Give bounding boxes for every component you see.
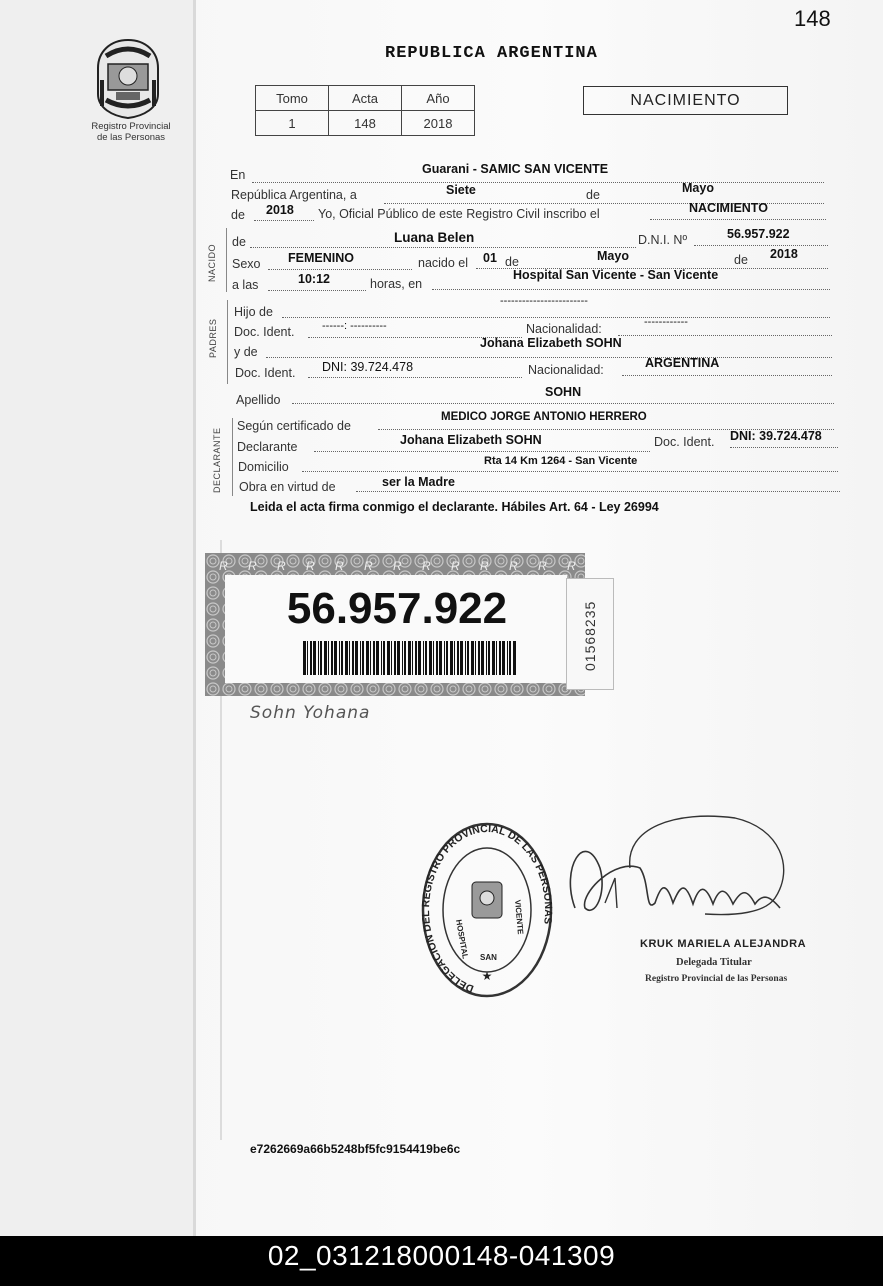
- line-apellido: [292, 403, 834, 404]
- section-label-nacido: NACIDO: [207, 243, 217, 282]
- line-nac1: [618, 335, 832, 336]
- label-dni: D.N.I. Nº: [638, 233, 688, 247]
- label-nac-de: de: [505, 255, 519, 269]
- barcode-bar: [475, 641, 476, 675]
- barcode-bar: [387, 641, 390, 675]
- barcode-bar: [444, 641, 445, 675]
- label-obra: Obra en virtud de: [239, 480, 336, 494]
- barcode-bar: [492, 641, 495, 675]
- line-declarante: [314, 451, 650, 452]
- value-anio: 2018: [266, 203, 294, 217]
- barcode-bar: [418, 641, 421, 675]
- label-sexo: Sexo: [232, 257, 261, 271]
- sticker-pattern-letter: R: [219, 559, 228, 573]
- barcode-bar: [436, 641, 438, 675]
- line-sexo: [268, 269, 412, 270]
- barcode-bar: [402, 641, 403, 675]
- line-en: [252, 182, 824, 183]
- barcode-bar: [481, 641, 484, 675]
- label-nombre: de: [232, 235, 246, 249]
- svg-text:★: ★: [481, 969, 493, 983]
- barcode-bar: [471, 641, 474, 675]
- signature: [555, 808, 795, 938]
- barcode-bar: [446, 641, 448, 675]
- barcode-bar: [423, 641, 424, 675]
- seal-inner-left: HOSPITAL: [454, 918, 470, 960]
- value-lugar: Hospital San Vicente - San Vicente: [513, 268, 719, 282]
- divider-padres: [227, 300, 228, 384]
- document-hash: e7262669a66b5248bf5fc9154419be6c: [250, 1142, 461, 1156]
- barcode-bar: [486, 641, 487, 675]
- line-domicilio: [302, 471, 838, 472]
- barcode-bar: [331, 641, 333, 675]
- line-lugar: [432, 289, 830, 290]
- barcode-bar: [339, 641, 340, 675]
- section-label-padres: PADRES: [208, 318, 218, 358]
- barcode-bar: [345, 641, 348, 675]
- divider-declarante: [232, 418, 233, 496]
- label-declarante: Declarante: [237, 440, 298, 454]
- value-madre: Johana Elizabeth SOHN: [480, 336, 622, 350]
- record-type-box: NACIMIENTO: [583, 86, 788, 115]
- sticker-pattern-letter: R: [480, 559, 489, 573]
- footer-code: 02_031218000148-041309: [267, 1240, 616, 1271]
- label-domicilio: Domicilio: [238, 460, 289, 474]
- sticker-pattern-letter: R: [538, 559, 547, 573]
- page-fold: [193, 0, 196, 1236]
- barcode-bar: [373, 641, 375, 675]
- barcode-bar: [313, 641, 316, 675]
- barcode-bar: [341, 641, 343, 675]
- barcode-bar: [370, 641, 371, 675]
- logo-caption-line2: de las Personas: [96, 132, 166, 143]
- logo-caption: [72, 121, 190, 143]
- label-yde: y de: [234, 345, 258, 359]
- barcode-bar: [360, 641, 361, 675]
- line-nombre: [250, 247, 636, 248]
- line-inscribo: [650, 219, 826, 220]
- sticker-pattern-letter: R: [393, 559, 402, 573]
- value-acta: 148: [329, 111, 402, 136]
- signatory-name: KRUK MARIELA ALEJANDRA: [640, 938, 807, 950]
- value-doc2: DNI: 39.724.478: [322, 360, 414, 374]
- value-hijo: ------------------------: [500, 295, 588, 307]
- value-en: Guarani - SAMIC SAN VICENTE: [422, 162, 609, 176]
- label-nacido-el: nacido el: [418, 256, 469, 270]
- barcode-bar: [362, 641, 364, 675]
- line-decl-doc: [730, 447, 838, 448]
- barcode-bar: [488, 641, 490, 675]
- barcode-bar: [439, 641, 442, 675]
- label-decl-doc: Doc. Ident.: [654, 435, 715, 449]
- line-anio: [254, 220, 314, 221]
- sticker-pattern-letter: R: [364, 559, 373, 573]
- header-anio: Año: [402, 86, 475, 111]
- barcode-bar: [349, 641, 350, 675]
- barcode-bar: [465, 641, 466, 675]
- seal-inner-bottom: SAN: [480, 953, 497, 962]
- label-oficial: Yo, Oficial Público de este Registro Civil inscribo el: [318, 207, 600, 221]
- sticker-pattern-letter: R: [567, 559, 576, 573]
- barcode-bar: [318, 641, 319, 675]
- barcode-bar: [415, 641, 417, 675]
- barcode-bar: [324, 641, 327, 675]
- value-tomo: 1: [256, 111, 329, 136]
- value-nac-anio: 2018: [770, 247, 798, 261]
- barcode-bar: [397, 641, 400, 675]
- signatory-role: Delegada Titular: [676, 957, 752, 968]
- official-seal: [420, 820, 555, 1000]
- dni-sticker: [205, 553, 585, 696]
- barcode-bar: [320, 641, 322, 675]
- line-hijo: [282, 317, 830, 318]
- label-nac-de2: de: [734, 253, 748, 267]
- sticker-dni-number: 56.957.922: [286, 584, 508, 633]
- barcode-bar: [509, 641, 511, 675]
- value-declarante: Johana Elizabeth SOHN: [400, 433, 542, 447]
- barcode-bar: [303, 641, 306, 675]
- sticker-pattern-letter: R: [509, 559, 518, 573]
- barcode-bar: [467, 641, 469, 675]
- value-doc1: ------: ----------: [322, 320, 387, 332]
- logo-caption-line1: Registro Provincial: [91, 121, 171, 132]
- sticker-pattern-letter: R: [248, 559, 257, 573]
- header-tomo: Tomo: [256, 86, 329, 111]
- sticker-pattern-letter: R: [422, 559, 431, 573]
- barcode-bar: [412, 641, 413, 675]
- value-nac-dia: 01: [483, 251, 497, 265]
- line-obra: [356, 491, 840, 492]
- barcode-bar: [454, 641, 455, 675]
- value-cert: MEDICO JORGE ANTONIO HERRERO: [441, 411, 647, 423]
- barcode-bar: [460, 641, 463, 675]
- value-dia: Siete: [446, 183, 476, 197]
- barcode-bar: [328, 641, 329, 675]
- value-inscribo: NACIMIENTO: [689, 201, 768, 215]
- value-obra: ser la Madre: [382, 475, 455, 489]
- seal-inner-right: VICENTE: [513, 899, 525, 935]
- label-republica: República Argentina, a: [231, 188, 357, 202]
- line-dni: [694, 245, 828, 246]
- value-mes: Mayo: [682, 181, 714, 195]
- value-hora: 10:12: [298, 272, 330, 286]
- barcode-bar: [391, 641, 392, 675]
- value-dni: 56.957.922: [727, 227, 790, 241]
- barcode-bar: [334, 641, 337, 675]
- label-nac2: Nacionalidad:: [528, 363, 604, 377]
- barcode-bar: [478, 641, 480, 675]
- line-yde: [266, 357, 832, 358]
- province-crest-logo: [92, 36, 164, 120]
- value-nombre: Luana Belen: [394, 230, 475, 245]
- label-en: En: [230, 168, 246, 182]
- barcode-bar: [433, 641, 434, 675]
- label-nac1: Nacionalidad:: [526, 322, 602, 336]
- sticker-pattern-letter: R: [335, 559, 344, 573]
- divider-nacido: [226, 228, 227, 292]
- register-table: [255, 85, 475, 136]
- barcode-bar: [352, 641, 354, 675]
- barcode-bar: [507, 641, 508, 675]
- barcode-bar: [383, 641, 385, 675]
- barcode-bar: [355, 641, 358, 675]
- value-anio: 2018: [402, 111, 475, 136]
- line-nac2: [622, 375, 832, 376]
- barcode-bar: [366, 641, 369, 675]
- signatory-office: Registro Provincial de las Personas: [645, 974, 788, 984]
- barcode-bar: [499, 641, 501, 675]
- label-doc2: Doc. Ident.: [235, 366, 296, 380]
- closing-statement: Leida el acta firma conmigo el declarante. Hábiles Art. 64 - Ley 26994: [250, 500, 659, 514]
- label-a-las: a las: [232, 278, 259, 292]
- line-hora: [268, 290, 366, 291]
- barcode-bar: [450, 641, 453, 675]
- barcode-bar: [307, 641, 308, 675]
- line-doc2: [308, 377, 522, 378]
- barcode-bar: [496, 641, 497, 675]
- label-de-mes: de: [586, 188, 600, 202]
- sticker-pattern-letter: R: [306, 559, 315, 573]
- header-acta: Acta: [329, 86, 402, 111]
- value-domicilio: Rta 14 Km 1264 - San Vicente: [484, 455, 638, 467]
- label-de-anio: de: [231, 208, 245, 222]
- seal-ring-text: DELEGACION DEL REGISTRO PROVINCIAL DE LAS PERSONAS: [420, 822, 555, 995]
- barcode-bar: [425, 641, 427, 675]
- value-nac1: ------------: [644, 316, 688, 328]
- barcode-bar: [381, 641, 382, 675]
- value-decl-doc: DNI: 39.724.478: [730, 429, 822, 443]
- value-sexo: FEMENINO: [288, 251, 354, 265]
- section-label-declarante: DECLARANTE: [212, 427, 222, 493]
- value-nac-mes: Mayo: [597, 249, 629, 263]
- page-number: 148: [794, 6, 831, 31]
- sticker-pattern-letter: R: [277, 559, 286, 573]
- label-hijo: Hijo de: [234, 305, 273, 319]
- barcode-bar: [457, 641, 459, 675]
- barcode-bar: [394, 641, 396, 675]
- barcode-bar: [376, 641, 379, 675]
- side-code-text: 01568235: [582, 600, 598, 671]
- label-doc1: Doc. Ident.: [234, 325, 295, 339]
- barcode-bar: [502, 641, 505, 675]
- handwritten-note: Sohn Yohana: [250, 703, 371, 723]
- value-apellido: SOHN: [545, 385, 582, 399]
- barcode-bar: [408, 641, 411, 675]
- sticker-pattern-letter: R: [451, 559, 460, 573]
- barcode-bar: [429, 641, 432, 675]
- barcode-bar: [310, 641, 312, 675]
- document-title: REPUBLICA ARGENTINA: [385, 44, 598, 63]
- barcode-bar: [404, 641, 406, 675]
- value-nac2: ARGENTINA: [645, 356, 720, 370]
- left-margin: [0, 0, 195, 1236]
- label-horas-en: horas, en: [370, 277, 423, 291]
- side-code-label: [566, 578, 614, 690]
- label-apellido: Apellido: [236, 393, 281, 407]
- barcode-bar: [513, 641, 516, 675]
- label-cert: Según certificado de: [237, 419, 351, 433]
